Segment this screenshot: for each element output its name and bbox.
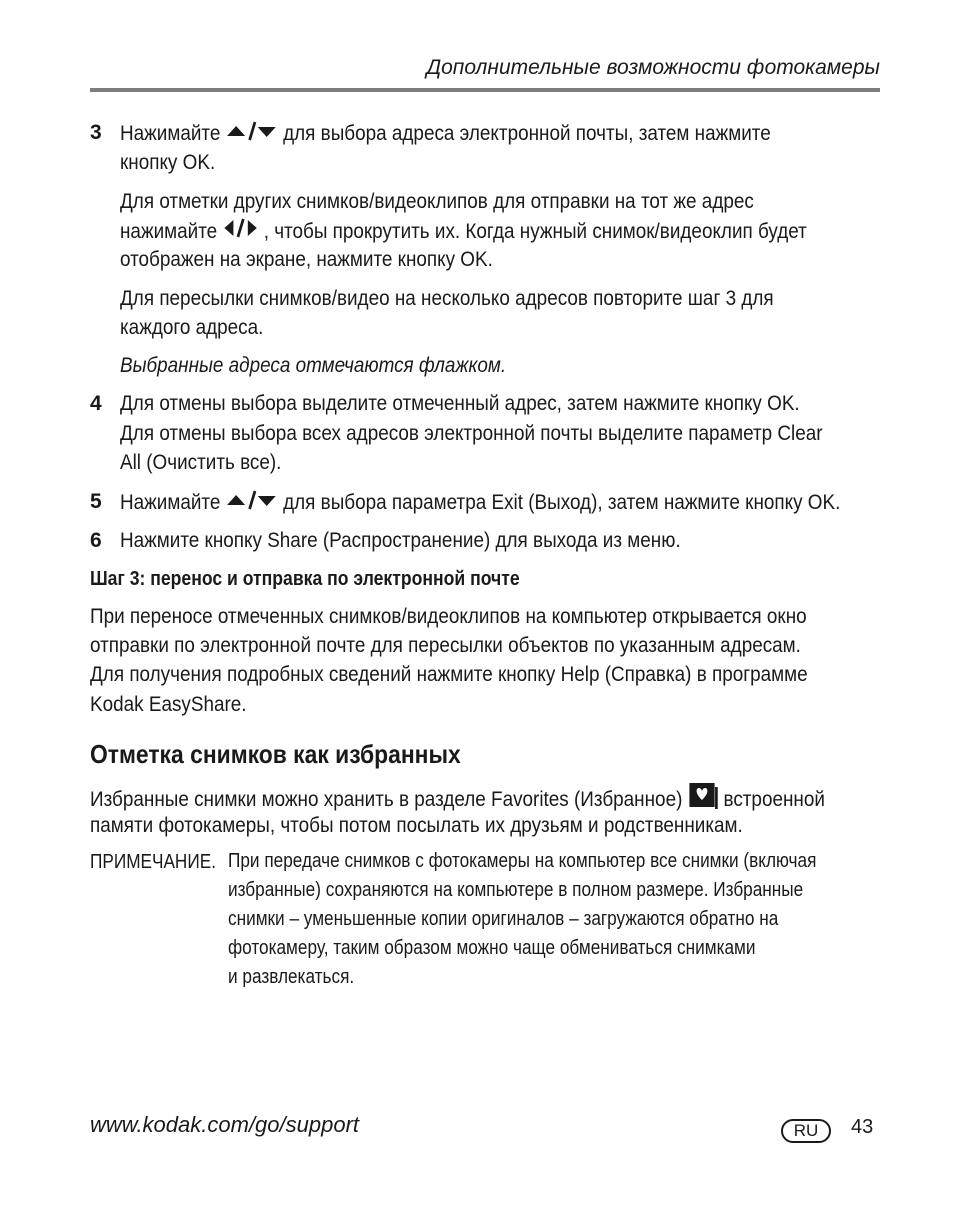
step-3-para-2-line-3: отображен на экране, нажмите кнопку OK. (120, 248, 493, 271)
note-line-4: фотокамеру, таким образом можно чаще обмениваться снимками (228, 937, 756, 959)
page-header: Дополнительные возможности фотокамеры (426, 56, 880, 79)
transfer-section-heading: Шаг 3: перенос и отправка по электронной почте (90, 568, 520, 590)
step-3-para-2-before: нажимайте (120, 220, 218, 244)
step-5-text-before: Нажимайте (120, 491, 221, 515)
up-down-arrows-icon (226, 487, 278, 520)
transfer-line-4: Kodak EasyShare. (90, 693, 247, 716)
step-4-line-3: All (Очистить все). (120, 451, 282, 474)
step-3-line-2: кнопку OK. (120, 151, 216, 174)
step-number-4: 4 (90, 392, 102, 415)
note-line-3: снимки – уменьшенные копии оригиналов – загружаются обратно на (228, 908, 779, 930)
favorites-text-before: Избранные снимки можно хранить в разделе Favorites (Избранное) (90, 788, 683, 812)
step-5-text-after: для выбора параметра Exit (Выход), затем нажмите кнопку OK. (283, 491, 841, 515)
step-3-para-3-line-1: Для пересылки снимков/видео на несколько адресов повторите шаг 3 для (120, 287, 774, 310)
step-4-line-2: Для отмены выбора всех адресов электронной почты выделите параметр Clear (120, 422, 823, 445)
transfer-line-2: отправки по электронной почте для пересылки объектов по указанным адресам. (90, 634, 801, 657)
step-5-line (120, 487, 840, 520)
note-line-2: избранные) сохраняются на компьютере в полном размере. Избранные (228, 879, 804, 901)
header-divider (90, 88, 880, 92)
note-line-5: и развлекаться. (228, 966, 355, 988)
step-3-text-after: для выбора адреса электронной почты, затем нажмите (283, 122, 771, 146)
step-3-para-3-line-2: каждого адреса. (120, 316, 264, 339)
language-badge: RU (781, 1119, 831, 1143)
transfer-line-3: Для получения подробных сведений нажмите кнопку Help (Справка) в программе (90, 663, 808, 686)
step-3-italic-note: Выбранные адреса отмечаются флажком. (120, 354, 507, 377)
favorites-section-title: Отметка снимков как избранных (90, 739, 461, 769)
note-line-1: При передаче снимков с фотокамеры на компьютер все снимки (включая (228, 850, 817, 872)
step-6-line: Нажмите кнопку Share (Распространение) для выхода из меню. (120, 529, 681, 552)
favorites-text-after: встроенной (723, 788, 825, 812)
up-down-arrows-icon (226, 118, 278, 151)
step-3-para-2-line-1: Для отметки других снимков/видеоклипов для отправки на тот же адрес (120, 190, 754, 213)
step-number-6: 6 (90, 529, 102, 552)
step-3-text-before: Нажимайте (120, 122, 221, 146)
step-number-5: 5 (90, 490, 102, 513)
step-number-3: 3 (90, 121, 102, 144)
transfer-line-1: При переносе отмеченных снимков/видеоклипов на компьютер открывается окно (90, 605, 807, 628)
support-url: www.kodak.com/go/support (90, 1112, 360, 1137)
step-4-line-1: Для отмены выбора выделите отмеченный адрес, затем нажмите кнопку OK. (120, 392, 800, 415)
favorites-line-2: памяти фотокамеры, чтобы потом посылать их друзьям и родственникам. (90, 814, 743, 837)
step-3-para-2-after: , чтобы прокрутить их. Когда нужный снимок/видеоклип будет (263, 220, 807, 244)
page-number: 43 (851, 1116, 874, 1138)
note-label: ПРИМЕЧАНИЕ. (90, 851, 216, 873)
step-3-line-1 (120, 118, 771, 151)
